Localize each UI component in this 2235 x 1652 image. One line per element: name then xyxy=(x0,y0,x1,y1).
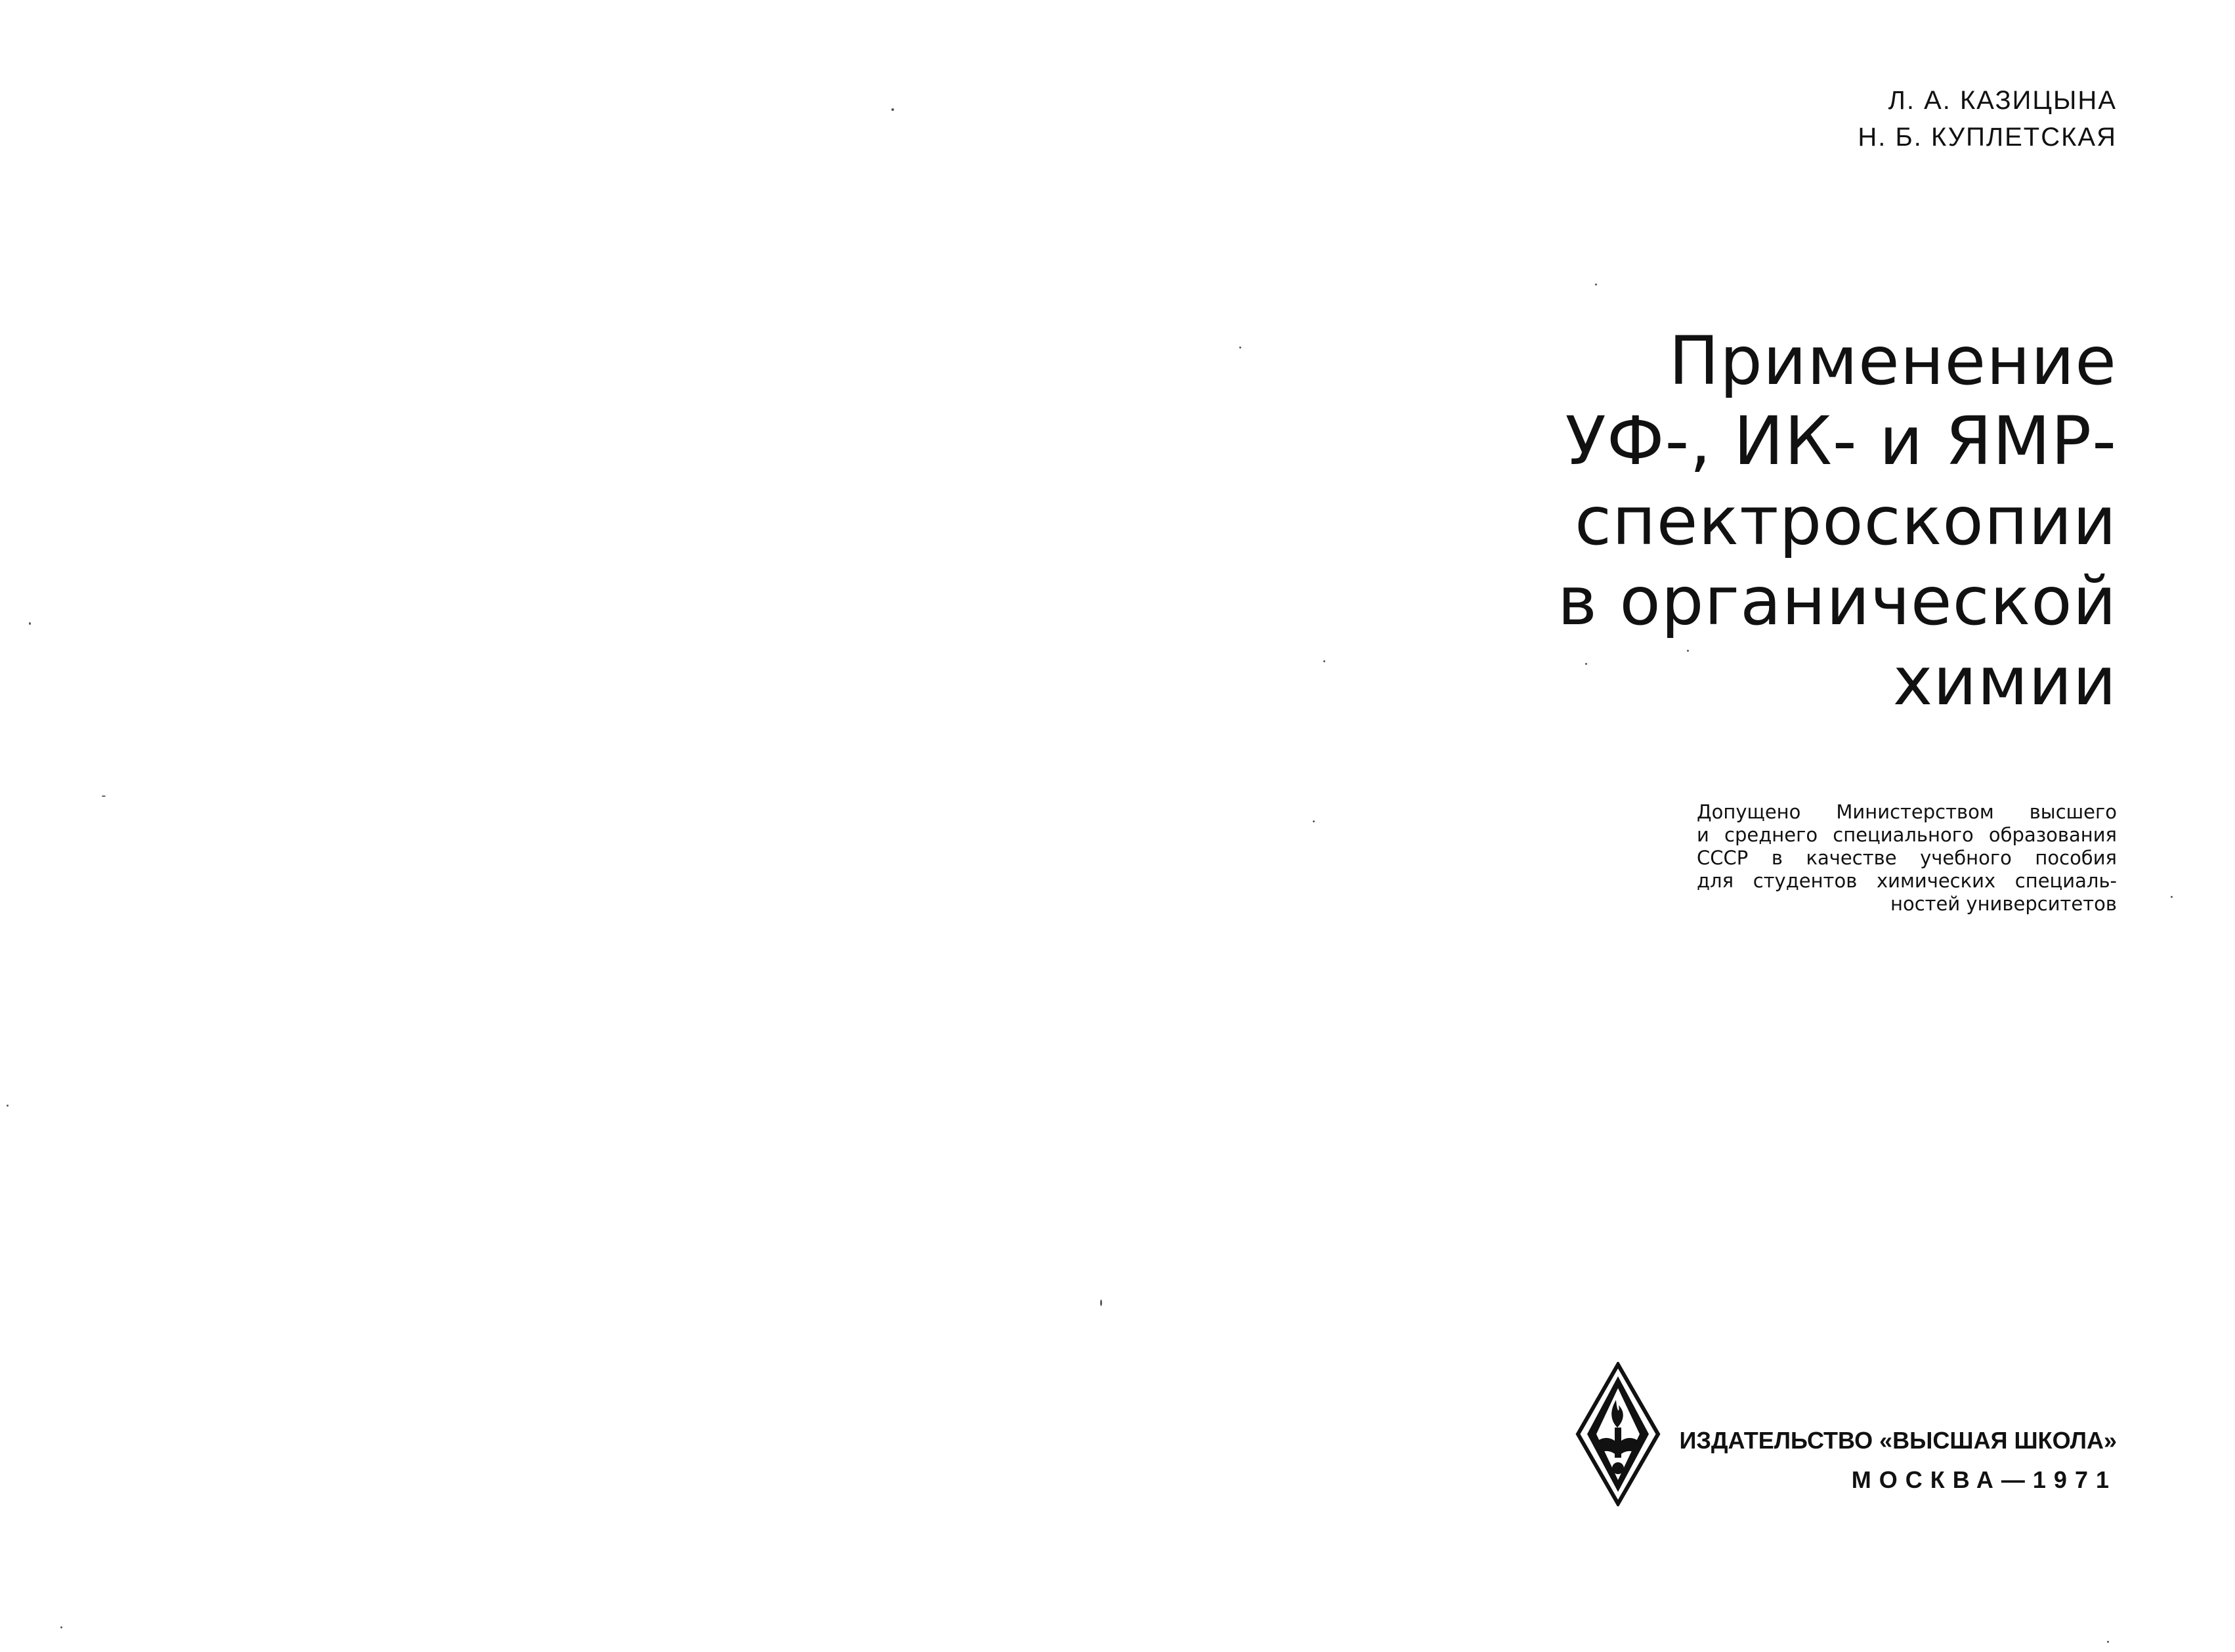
scan-speck xyxy=(7,1105,9,1107)
publisher-city-year: МОСКВА—1971 xyxy=(1851,1466,2117,1493)
authors xyxy=(1858,82,2117,156)
scan-speck xyxy=(29,622,31,625)
scan-speck xyxy=(102,795,106,797)
book-title xyxy=(1558,322,2117,722)
scan-speck xyxy=(1313,820,1315,822)
scan-speck xyxy=(891,108,894,111)
approval-line: ностей университетов xyxy=(1890,893,2117,915)
title-line: УФ-, ИК- и ЯМР- xyxy=(1565,402,2117,480)
approval-line: и среднего специального образования xyxy=(1697,824,2117,846)
publisher-block xyxy=(1679,1421,2117,1500)
scan-speck xyxy=(1100,1300,1102,1306)
publisher-logo-icon xyxy=(1575,1362,1661,1506)
scan-speck xyxy=(1239,347,1241,349)
title-line: Применение xyxy=(1669,322,2117,400)
author-name: Н. Б. КУПЛЕТСКАЯ xyxy=(1858,123,2117,152)
approval-line: СССР в качестве учебного пособия xyxy=(1697,847,2117,869)
approval-line: для студентов химических специаль- xyxy=(1697,870,2117,892)
approval-note xyxy=(1697,801,2117,916)
title-line: химии xyxy=(1892,643,2117,721)
author-name: Л. А. КАЗИЦЫНА xyxy=(1888,86,2117,115)
title-line: в органической xyxy=(1557,562,2117,641)
scan-speck xyxy=(60,1626,62,1628)
scan-speck xyxy=(2107,1641,2109,1643)
scan-speck xyxy=(2171,896,2173,898)
approval-line: Допущено Министерством высшего xyxy=(1697,801,2117,823)
title-line: спектроскопии xyxy=(1574,482,2117,561)
publisher-name: ИЗДАТЕЛЬСТВО «ВЫСШАЯ ШКОЛА» xyxy=(1679,1427,2117,1454)
scan-speck xyxy=(1595,284,1597,286)
scan-speck xyxy=(1323,660,1325,662)
